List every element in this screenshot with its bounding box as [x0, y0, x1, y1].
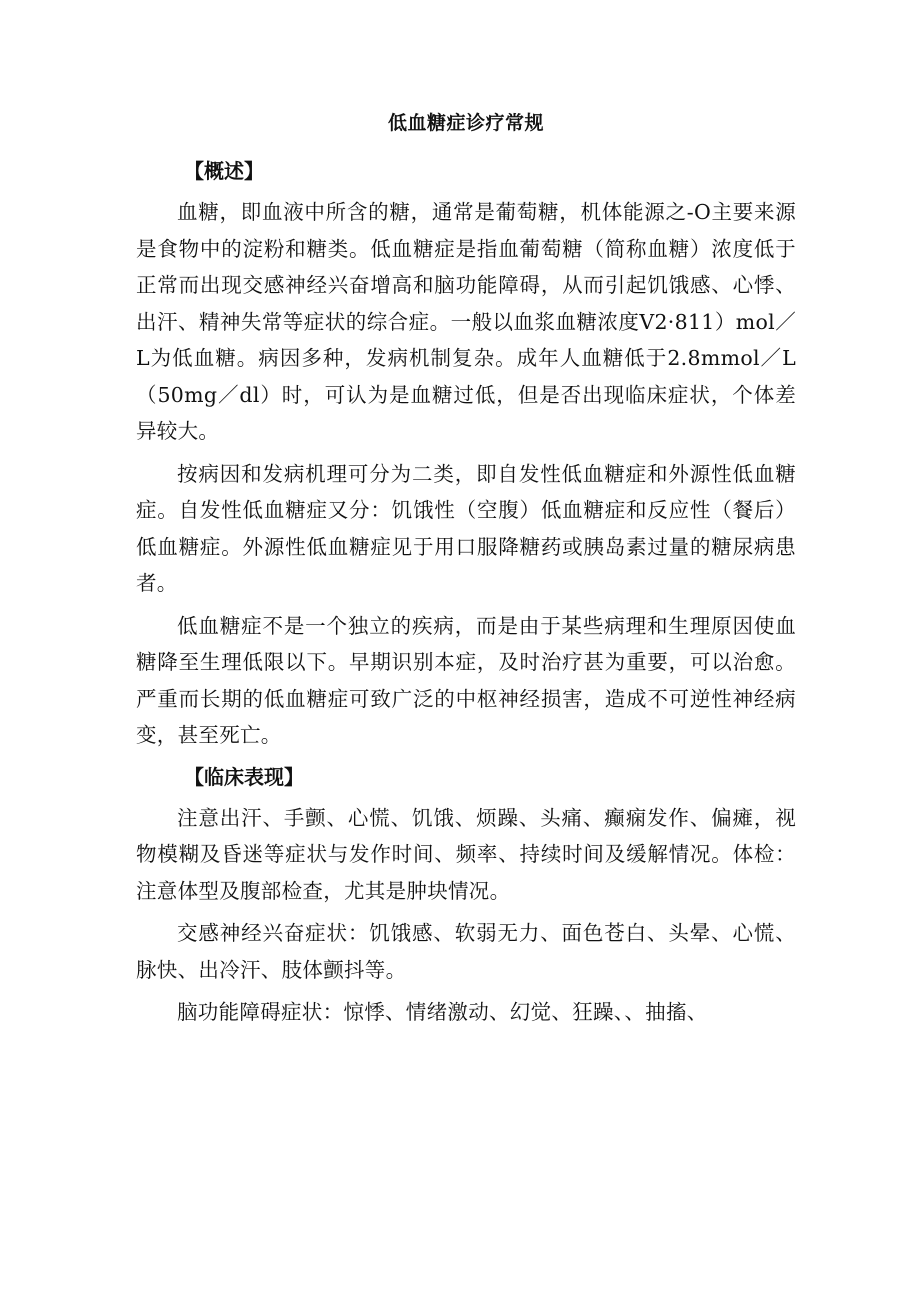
document-title: 低血糖症诊疗常规 — [387, 112, 544, 134]
paragraph: 按病因和发病机理可分为二类，即自发性低血糖症和外源性低血糖症。自发性低血糖症又分：饥饿性（空腹）低血糖症和反应性（餐后）低血糖症。外源性低血糖症见于用口服降糖药或胰岛素过量的糖尿病患者。 — [136, 461, 796, 595]
paragraph: 脑功能障碍症状：惊悸、情绪激动、幻觉、狂躁、、抽搐、 — [177, 1000, 708, 1024]
paragraph: 交感神经兴奋症状：饥饿感、软弱无力、面色苍白、头晕、心慌、脉快、出冷汗、肢体颤抖等。 — [136, 921, 796, 982]
paragraph: 低血糖症不是一个独立的疾病，而是由于某些病理和生理原因使血糖降至生理低限以下。早期识别本症，及时治疗甚为重要，可以治愈。严重而长期的低血糖症可致广泛的中枢神经损害，造成不可逆性神经病变，甚至死亡。 — [136, 613, 796, 747]
section-heading-clinical: 【临床表现】 — [184, 764, 304, 789]
paragraph: 注意出汗、手颤、心慌、饥饿、烦躁、头痛、癫痫发作、偏瘫，视物模糊及昏迷等症状与发作时间、频率、持续时间及缓解情况。体检：注意体型及腹部检查，尤其是肿块情况。 — [136, 805, 796, 903]
paragraph: 血糖，即血液中所含的糖，通常是葡萄糖，机体能源之-O主要来源是食物中的淀粉和糖类。低血糖症是指血葡萄糖（简称血糖）浓度低于正常而出现交感神经兴奋增高和脑功能障碍，从而引起饥饿感、心悸、出汗、精神失常等症状的综合症。一般以血浆血糖浓度V2·811）mol／L为低血糖。病因多种，发病机制复杂。成年人血糖低于2.8mmol／L（50mg／dl）时，可认为是血糖过低，但是否出现临床症状，个体差异较大。 — [136, 200, 796, 443]
section-heading-overview: 【概述】 — [184, 159, 264, 183]
document-page — [136, 108, 796, 1037]
